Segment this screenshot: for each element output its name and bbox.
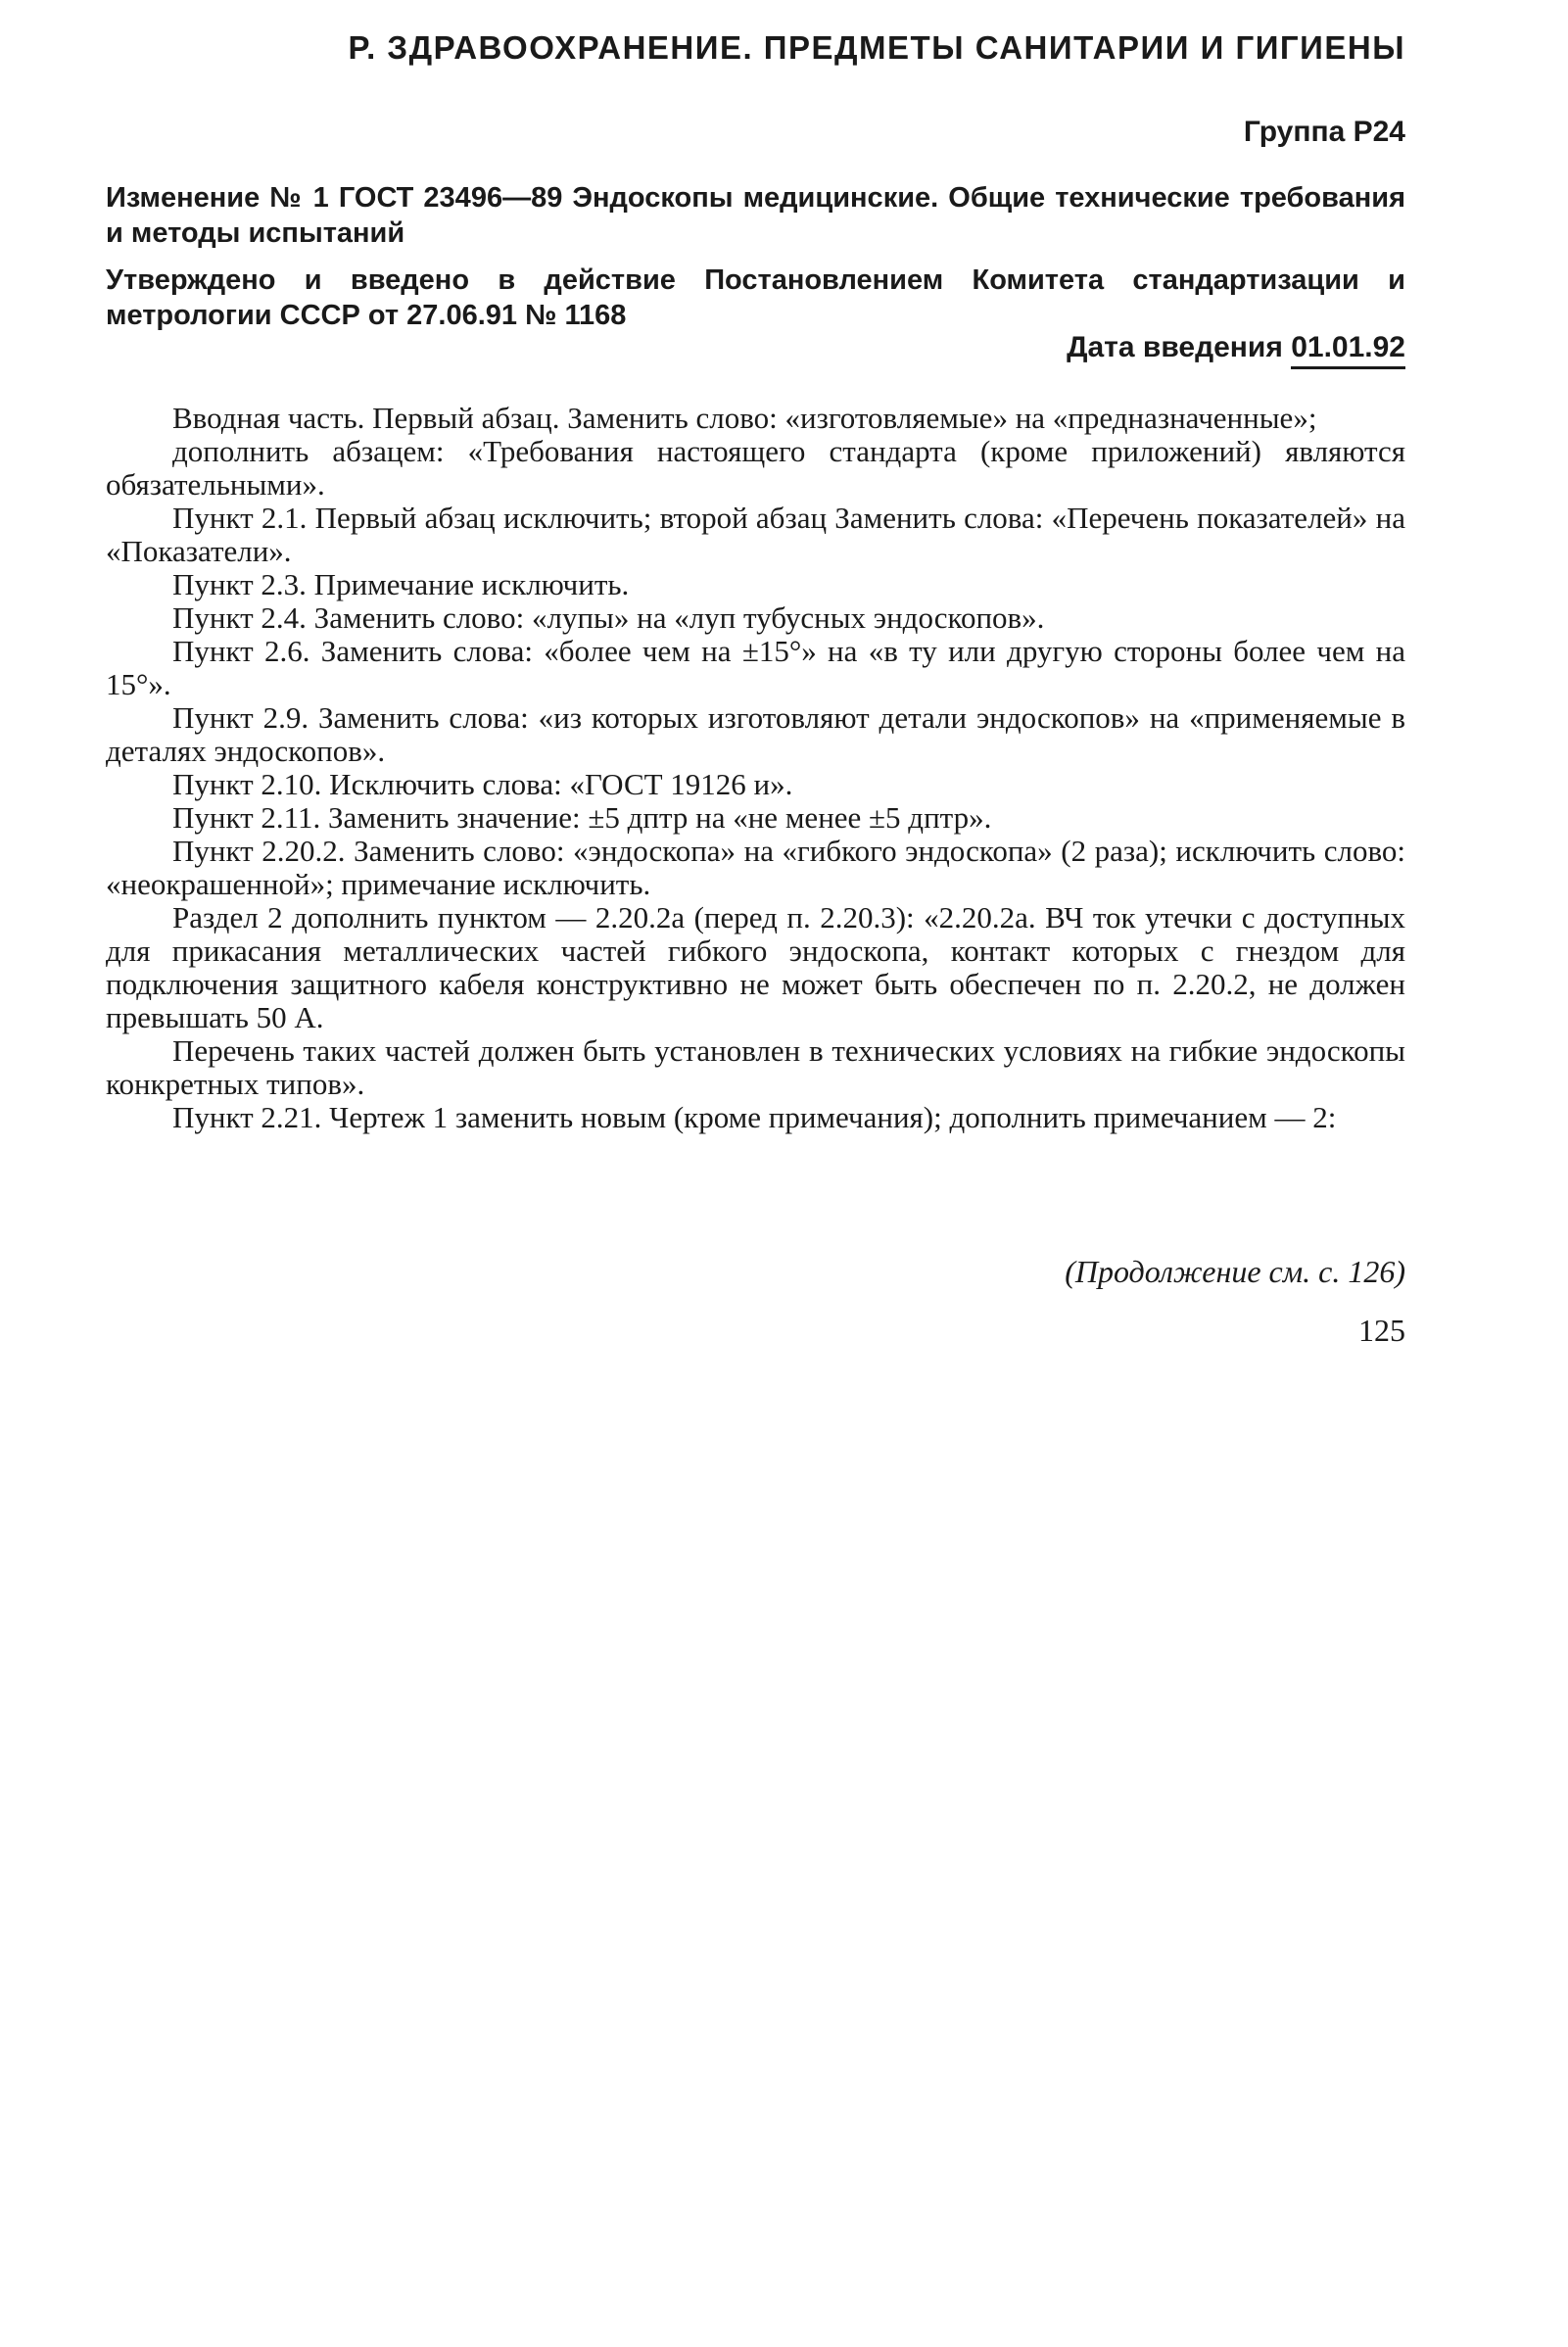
introduction-date [106, 331, 1405, 369]
date-value: 01.01.92 [1291, 331, 1405, 369]
group-code: Группа Р24 [1243, 116, 1405, 148]
paragraph: Раздел 2 дополнить пунктом — 2.20.2а (перед п. 2.20.3): «2.20.2а. ВЧ ток утечки с доступных для прикасания металлических частей гибкого эндоскопа, контакт которых с гнездом для подключения защитного кабеля конструктивно не может быть обеспечен по п. 2.20.2, не должен превышать 50 А. [106, 900, 1405, 1034]
paragraph: Пункт 2.4. Заменить слово: «лупы» на «луп тубусных эндоскопов». [172, 600, 1045, 635]
paragraph: Пункт 2.6. Заменить слова: «более чем на ±15°» на «в ту или другую стороны более чем на 15°». [106, 634, 1405, 701]
section-title: Р. ЗДРАВООХРАНЕНИЕ. ПРЕДМЕТЫ САНИТАРИИ И ГИГИЕНЫ [348, 29, 1405, 66]
paragraph: Пункт 2.9. Заменить слова: «из которых изготовляют детали эндоскопов» на «применяемые в деталях эндоскопов». [106, 700, 1405, 768]
paragraph: Пункт 2.3. Примечание исключить. [172, 567, 630, 601]
paragraph: Пункт 2.11. Заменить значение: ±5 дптр на «не менее ±5 дптр». [172, 800, 992, 835]
page-number: 125 [1358, 1313, 1405, 1348]
paragraph: Вводная часть. Первый абзац. Заменить слово: «изготовляемые» на «предназначенные»; [172, 401, 1317, 435]
paragraph: Пункт 2.21. Чертеж 1 заменить новым (кроме примечания); дополнить примечанием — 2: [172, 1100, 1337, 1134]
date-label: Дата введения [1067, 331, 1283, 363]
approval-statement: Утверждено и введено в действие Постановлением Комитета стандартизации и метрологии СССР от 27.06.91 № 1168 [106, 264, 1405, 331]
paragraph: дополнить абзацем: «Требования настоящего стандарта (кроме приложений) являются обязательными». [106, 434, 1405, 502]
continuation-note: (Продолжение см. с. 126) [1065, 1254, 1405, 1289]
amendment-text [106, 402, 1405, 1134]
change-title: Изменение № 1 ГОСТ 23496—89 Эндоскопы медицинские. Общие технические требования и методы испытаний [106, 182, 1405, 249]
paragraph: Пункт 2.20.2. Заменить слово: «эндоскопа» на «гибкого эндоскопа» (2 раза); исключить слово: «неокрашенной»; примечание исключить. [106, 834, 1405, 901]
paragraph: Пункт 2.1. Первый абзац исключить; второй абзац Заменить слова: «Перечень показателей» на «Показатели». [106, 501, 1405, 568]
paragraph: Пункт 2.10. Исключить слова: «ГОСТ 19126 и». [172, 767, 793, 801]
paragraph: Перечень таких частей должен быть установлен в технических условиях на гибкие эндоскопы конкретных типов». [106, 1033, 1405, 1101]
